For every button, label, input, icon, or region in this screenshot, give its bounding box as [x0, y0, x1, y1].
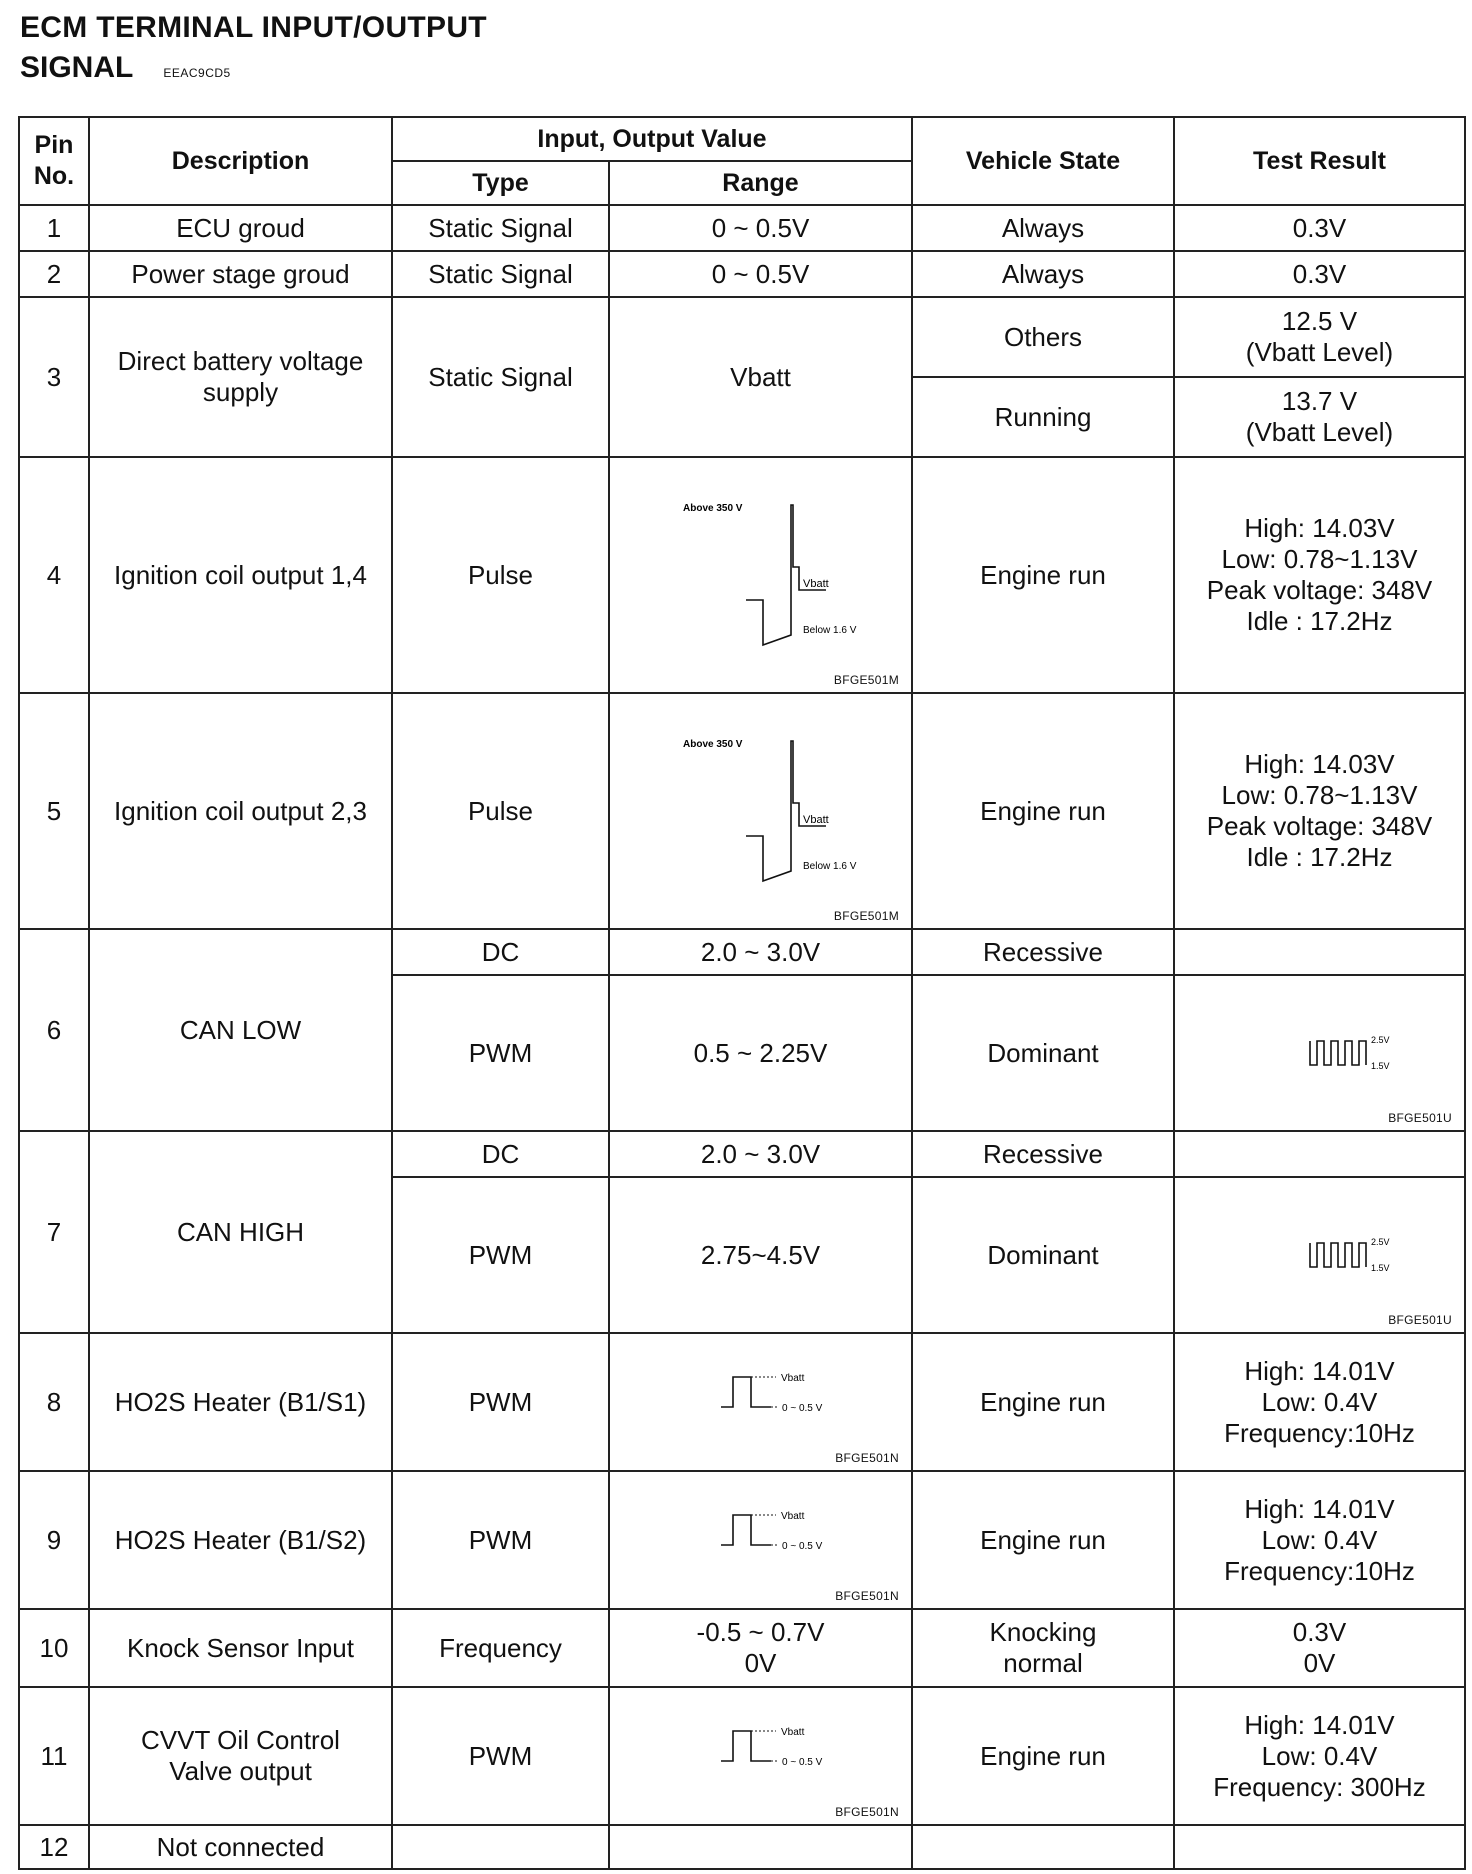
description-cell: Ignition coil output 2,3: [89, 693, 392, 929]
wave-hi-label: 2.5V: [1370, 1035, 1390, 1045]
range-cell: 0.5 ~ 2.25V: [609, 975, 912, 1131]
ignition-waveform-cell: [609, 693, 912, 929]
result-cell-empty: [1174, 929, 1465, 975]
pin-cell: 9: [19, 1471, 89, 1609]
type-cell: PWM: [392, 1333, 609, 1471]
description-cell: Ignition coil output 1,4: [89, 457, 392, 693]
range-cell: Vbatt: [609, 297, 912, 457]
range-cell: 2.0 ~ 3.0V: [609, 1131, 912, 1177]
pwm-waveform-trace: [721, 1731, 771, 1761]
header-test-result: Test Result: [1174, 117, 1465, 205]
type-cell: PWM: [392, 1177, 609, 1333]
pin-cell: 3: [19, 297, 89, 457]
pwm-waveform: [641, 1347, 881, 1457]
result-line: Low: 0.4V: [1261, 1740, 1378, 1771]
table-row: [19, 1687, 1465, 1825]
pin-cell: 12: [19, 1825, 89, 1869]
result-cell-empty: [1174, 1825, 1465, 1869]
type-cell: DC: [392, 929, 609, 975]
result-cell: [1174, 1471, 1465, 1609]
pwm-waveform: [641, 1485, 881, 1595]
pwm-waveform-cell: [609, 1471, 912, 1609]
pin-cell: 5: [19, 693, 89, 929]
description-line: Valve output: [169, 1756, 312, 1786]
result-line: Peak voltage: 348V: [1206, 811, 1433, 841]
wave-above-label: Above 350 V: [682, 503, 742, 514]
state-cell: Recessive: [912, 1131, 1174, 1177]
pin-cell: 11: [19, 1687, 89, 1825]
state-cell: Engine run: [912, 1471, 1174, 1609]
header-description: Description: [89, 117, 392, 205]
pin-cell: 1: [19, 205, 89, 251]
result-cell: [1174, 1687, 1465, 1825]
can-waveform-cell: [1174, 975, 1465, 1131]
table-row: [19, 205, 1465, 251]
waveform-caption: BFGE501U: [1388, 1111, 1452, 1125]
type-cell: PWM: [392, 1687, 609, 1825]
result-line: Frequency: 300Hz: [1213, 1771, 1426, 1802]
range-cell: [609, 1609, 912, 1687]
result-line: (Vbatt Level): [1245, 337, 1394, 367]
wave-lo-label: 0 ~ 0.5 V: [781, 1757, 822, 1768]
table-row: [19, 929, 1465, 975]
range-cell: 0 ~ 0.5V: [609, 251, 912, 297]
result-cell: [1174, 1333, 1465, 1471]
result-line: Frequency:10Hz: [1224, 1417, 1415, 1448]
result-cell: [1174, 457, 1465, 693]
table-row: [19, 1333, 1465, 1471]
header-type: Type: [392, 161, 609, 205]
result-cell: 0.3V: [1174, 251, 1465, 297]
result-line: Low: 0.4V: [1261, 1524, 1378, 1555]
state-cell: Engine run: [912, 693, 1174, 929]
wave-hi-label: 2.5V: [1370, 1237, 1390, 1247]
type-cell: Static Signal: [392, 251, 609, 297]
state-cell-empty: [912, 1825, 1174, 1869]
can-waveform: [1220, 1003, 1420, 1103]
waveform-caption: BFGE501M: [833, 673, 899, 687]
pwm-waveform-cell: [609, 1687, 912, 1825]
header-pin: Pin No.: [19, 117, 89, 205]
result-line: 0.3V: [1292, 1617, 1347, 1647]
range-cell: 2.0 ~ 3.0V: [609, 929, 912, 975]
result-line: High: 14.01V: [1244, 1709, 1395, 1740]
pin-cell: 4: [19, 457, 89, 693]
range-line: -0.5 ~ 0.7V: [696, 1617, 825, 1647]
pin-cell: 10: [19, 1609, 89, 1687]
table-row: [19, 693, 1465, 929]
description-cell: CAN LOW: [89, 929, 392, 1131]
wave-hi-label: Vbatt: [780, 1373, 804, 1384]
result-cell-empty: [1174, 1131, 1465, 1177]
table-row: [19, 1131, 1465, 1177]
pin-cell: 6: [19, 929, 89, 1131]
description-cell: HO2S Heater (B1/S1): [89, 1333, 392, 1471]
state-cell: Engine run: [912, 457, 1174, 693]
description-cell: ECU groud: [89, 205, 392, 251]
type-cell: Pulse: [392, 457, 609, 693]
result-cell: [1174, 693, 1465, 929]
range-cell: 0 ~ 0.5V: [609, 205, 912, 251]
description-cell: Knock Sensor Input: [89, 1609, 392, 1687]
wave-vbatt-label: Vbatt: [802, 578, 829, 590]
header-row: [19, 117, 1465, 161]
document-code: EEAC9CD5: [163, 66, 231, 80]
pwm-waveform-cell: [609, 1333, 912, 1471]
wave-hi-label: Vbatt: [780, 1727, 804, 1738]
result-line: High: 14.03V: [1244, 749, 1395, 779]
type-cell: Pulse: [392, 693, 609, 929]
table-row: [19, 1825, 1465, 1869]
type-cell: Frequency: [392, 1609, 609, 1687]
waveform-caption: BFGE501M: [833, 909, 899, 923]
result-line: Idle : 17.2Hz: [1246, 606, 1393, 636]
pwm-waveform-trace: [721, 1515, 771, 1545]
pwm-waveform-trace: [721, 1377, 771, 1407]
wave-lo-label: 0 ~ 0.5 V: [781, 1541, 822, 1552]
description-cell: HO2S Heater (B1/S2): [89, 1471, 392, 1609]
description-cell: Not connected: [89, 1825, 392, 1869]
result-line: Idle : 17.2Hz: [1246, 842, 1393, 872]
ignition-waveform: [641, 711, 881, 911]
ignition-waveform-cell: [609, 457, 912, 693]
result-line: High: 14.01V: [1244, 1355, 1395, 1386]
wave-lo-label: 1.5V: [1370, 1061, 1390, 1071]
table-row: [19, 1609, 1465, 1687]
type-cell: DC: [392, 1131, 609, 1177]
pin-cell: 8: [19, 1333, 89, 1471]
description-cell: CAN HIGH: [89, 1131, 392, 1333]
waveform-caption: BFGE501N: [835, 1589, 899, 1603]
table-row: [19, 251, 1465, 297]
state-line: Knocking: [989, 1617, 1097, 1647]
page-subtitle: [20, 48, 231, 93]
wave-lo-label: 1.5V: [1370, 1263, 1390, 1273]
result-line: Low: 0.4V: [1261, 1386, 1378, 1417]
table-row: [19, 457, 1465, 693]
result-line: High: 14.03V: [1244, 513, 1395, 543]
result-cell: [1174, 377, 1465, 457]
result-line: 0V: [1303, 1648, 1336, 1678]
state-cell: [912, 1609, 1174, 1687]
result-line: Low: 0.78~1.13V: [1221, 544, 1418, 574]
ecm-terminal-table: [18, 116, 1466, 1870]
table-row: [19, 297, 1465, 377]
wave-vbatt-label: Vbatt: [802, 814, 829, 826]
wave-below-label: Below 1.6 V: [802, 625, 856, 636]
state-cell: Engine run: [912, 1333, 1174, 1471]
type-cell: PWM: [392, 1471, 609, 1609]
state-cell: Always: [912, 251, 1174, 297]
ignition-waveform-trace: [746, 741, 826, 881]
ignition-waveform-trace: [746, 505, 826, 645]
can-waveform-cell: [1174, 1177, 1465, 1333]
state-cell: Always: [912, 205, 1174, 251]
result-line: Low: 0.78~1.13V: [1221, 780, 1418, 810]
state-cell: Recessive: [912, 929, 1174, 975]
result-cell: [1174, 1609, 1465, 1687]
result-line: 12.5 V: [1281, 306, 1358, 336]
waveform-caption: BFGE501N: [835, 1451, 899, 1465]
can-waveform: [1220, 1205, 1420, 1305]
description-cell: Direct battery voltage supply: [89, 297, 392, 457]
wave-lo-label: 0 ~ 0.5 V: [781, 1403, 822, 1414]
type-cell: Static Signal: [392, 205, 609, 251]
result-line: 13.7 V: [1281, 386, 1358, 416]
type-cell-empty: [392, 1825, 609, 1869]
result-line: (Vbatt Level): [1245, 417, 1394, 447]
subtitle-text: SIGNAL: [20, 51, 134, 84]
pwm-waveform: [641, 1701, 881, 1811]
header-io-value: Input, Output Value: [392, 117, 912, 161]
pin-cell: 7: [19, 1131, 89, 1333]
result-line: High: 14.01V: [1244, 1493, 1395, 1524]
result-line: Frequency:10Hz: [1224, 1555, 1415, 1586]
state-cell: Engine run: [912, 1687, 1174, 1825]
range-cell: 2.75~4.5V: [609, 1177, 912, 1333]
state-line: normal: [1003, 1648, 1083, 1678]
wave-below-label: Below 1.6 V: [802, 861, 856, 872]
type-cell: PWM: [392, 975, 609, 1131]
type-cell: Static Signal: [392, 297, 609, 457]
range-cell-empty: [609, 1825, 912, 1869]
can-waveform-trace: [1310, 1041, 1366, 1065]
can-waveform-trace: [1310, 1243, 1366, 1267]
pin-cell: 2: [19, 251, 89, 297]
description-line: CVVT Oil Control: [141, 1725, 340, 1755]
state-cell: Dominant: [912, 975, 1174, 1131]
result-line: Peak voltage: 348V: [1206, 575, 1433, 605]
ignition-waveform: [641, 475, 881, 675]
result-cell: 0.3V: [1174, 205, 1465, 251]
table-row: [19, 1471, 1465, 1609]
page-title: ECM TERMINAL INPUT/OUTPUT: [20, 11, 487, 44]
state-cell: Running: [912, 377, 1174, 457]
waveform-caption: BFGE501U: [1388, 1313, 1452, 1327]
range-line: 0V: [744, 1648, 777, 1678]
waveform-caption: BFGE501N: [835, 1805, 899, 1819]
state-cell: Others: [912, 297, 1174, 377]
description-cell: Power stage groud: [89, 251, 392, 297]
header-vehicle-state: Vehicle State: [912, 117, 1174, 205]
wave-above-label: Above 350 V: [682, 739, 742, 750]
state-cell: Dominant: [912, 1177, 1174, 1333]
result-cell: [1174, 297, 1465, 377]
wave-hi-label: Vbatt: [780, 1511, 804, 1522]
description-cell: [89, 1687, 392, 1825]
header-range: Range: [609, 161, 912, 205]
